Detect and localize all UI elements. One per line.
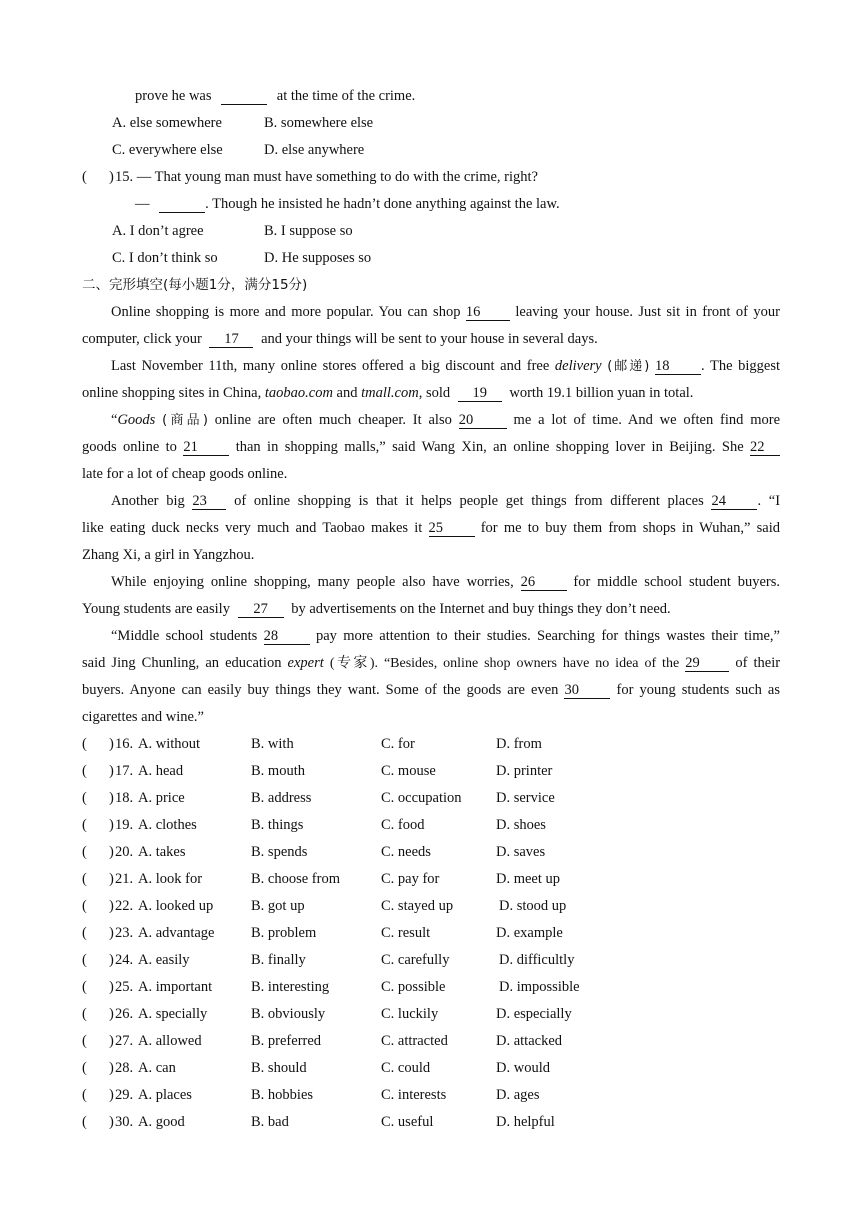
q17-option-a[interactable]: A. head <box>138 763 184 779</box>
q15-option-a[interactable]: A. I don’t agree <box>112 223 204 239</box>
q14-option-d[interactable]: D. else anywhere <box>264 142 365 158</box>
question-number-22: 22. <box>115 898 134 914</box>
answer-paren-open: ( <box>82 1060 87 1076</box>
q30-option-b[interactable]: B. bad <box>251 1114 289 1130</box>
answer-paren-close: ) <box>109 898 114 914</box>
q22-option-d[interactable]: D. stood up <box>499 898 567 914</box>
passage-p1-line2: computer, click your 17 and your things will be sent to your house in several days. <box>82 331 598 347</box>
q27-option-b[interactable]: B. preferred <box>251 1033 322 1049</box>
answer-paren-open: ( <box>82 952 87 968</box>
q25-option-c[interactable]: C. possible <box>381 979 446 995</box>
question-number-18: 18. <box>115 790 134 806</box>
passage-p4-line2: like eating duck necks very much and Taobao makes it 25 for me to buy them from shops in Wuhan,” said <box>82 520 780 536</box>
q14-text-pre: prove he was <box>135 88 212 104</box>
answer-slot-19[interactable] <box>92 816 108 834</box>
q15-option-b[interactable]: B. I suppose so <box>264 223 353 239</box>
q22-option-b[interactable]: B. got up <box>251 898 305 914</box>
passage-p3-line2: goods online to 21 than in shopping malls,” said Wang Xin, an online shopping lover in Beijing. She 22 <box>82 438 780 456</box>
passage-p6-line3: buyers. Anyone can easily buy things they want. Some of the goods are even 30 for young students such as <box>82 682 780 698</box>
blank-18[interactable]: 18 <box>655 359 701 375</box>
q26-option-b[interactable]: B. obviously <box>251 1006 326 1022</box>
answer-paren-open: ( <box>82 925 87 941</box>
passage-p6-line2: said Jing Chunling, an education expert (专家). “Besides, online shop owners have no idea of the 29 of their <box>82 655 780 671</box>
word-delivery: delivery <box>554 358 602 374</box>
q26-option-a[interactable]: A. specially <box>138 1006 208 1022</box>
answer-paren-close: ) <box>109 790 114 806</box>
answer-slot-26[interactable] <box>92 1005 108 1023</box>
word-expert: expert <box>287 655 324 671</box>
q28-option-b[interactable]: B. should <box>251 1060 307 1076</box>
answer-slot-20[interactable] <box>92 843 108 861</box>
answer-slot-30[interactable] <box>92 1113 108 1131</box>
answer-slot-23[interactable] <box>92 924 108 942</box>
answer-paren-open: ( <box>82 844 87 860</box>
q27-option-d[interactable]: D. attacked <box>496 1033 563 1049</box>
section-heading: 二、完形填空(每小题1分，满分15分) <box>82 277 308 293</box>
question-number-19: 19. <box>115 817 134 833</box>
answer-paren-open: ( <box>82 763 87 779</box>
answer-paren-open: ( <box>82 1033 87 1049</box>
question-number-27: 27. <box>115 1033 134 1049</box>
blank-29[interactable]: 29 <box>685 656 729 672</box>
passage-p1-line1: Online shopping is more and more popular. You can shop 16 leaving your house. Just sit in front of your <box>111 304 780 320</box>
blank-19[interactable]: 19 <box>458 386 502 402</box>
passage-p6-line1: “Middle school students 28 pay more attention to their studies. Searching for things wastes their time,” <box>111 628 780 644</box>
q14-option-a[interactable]: A. else somewhere <box>112 115 222 131</box>
answer-paren-open: ( <box>82 1114 87 1130</box>
q20-option-c[interactable]: C. needs <box>381 844 431 860</box>
answer-paren-close: ) <box>109 871 114 887</box>
word-goods: Goods <box>117 412 156 428</box>
q28-option-d[interactable]: D. would <box>496 1060 550 1076</box>
q24-option-a[interactable]: A. easily <box>138 952 190 968</box>
answer-slot-18[interactable] <box>92 789 108 807</box>
q20-option-a[interactable]: A. takes <box>138 844 186 860</box>
question-number-28: 28. <box>115 1060 134 1076</box>
question-number-25: 25. <box>115 979 134 995</box>
q25-option-b[interactable]: B. interesting <box>251 979 330 995</box>
q29-option-c[interactable]: C. interests <box>381 1087 447 1103</box>
answer-paren-close: ) <box>109 844 114 860</box>
q22-option-c[interactable]: C. stayed up <box>381 898 454 914</box>
answer-paren-open: ( <box>82 979 87 995</box>
q15-blank[interactable] <box>159 197 205 213</box>
blank-25[interactable]: 25 <box>429 521 475 537</box>
answer-slot-24[interactable] <box>92 951 108 969</box>
q29-option-a[interactable]: A. places <box>138 1087 192 1103</box>
q29-option-b[interactable]: B. hobbies <box>251 1087 314 1103</box>
answer-slot-27[interactable] <box>92 1032 108 1050</box>
question-number-29: 29. <box>115 1087 134 1103</box>
blank-20[interactable]: 20 <box>459 413 507 429</box>
blank-30[interactable]: 30 <box>564 683 610 699</box>
site-taobao: taobao.com <box>264 385 333 401</box>
answer-paren-open: ( <box>82 1087 87 1103</box>
answer-paren-open: ( <box>82 871 87 887</box>
answer-paren-close: ) <box>109 817 114 833</box>
blank-26[interactable]: 26 <box>521 575 567 591</box>
answer-paren-close: ) <box>109 736 114 752</box>
passage-p2-line2: online shopping sites in China, taobao.com and tmall.com, sold 19 worth 19.1 billion yuan in total. <box>82 385 694 401</box>
answer-slot-16[interactable] <box>92 735 108 753</box>
question-number-17: 17. <box>115 763 134 779</box>
q21-option-a[interactable]: A. look for <box>138 871 203 887</box>
q15-answer-paren-close: ) <box>109 169 114 185</box>
q15-dash: — <box>135 196 150 212</box>
passage-p4-line1: Another big 23 of online shopping is that it helps people get things from different places 24 . “I <box>111 493 780 509</box>
q15-option-c[interactable]: C. I don’t think so <box>112 250 218 266</box>
q19-option-a[interactable]: A. clothes <box>138 817 197 833</box>
blank-23[interactable]: 23 <box>192 494 226 510</box>
answer-slot-17[interactable] <box>92 762 108 780</box>
blank-17[interactable]: 17 <box>209 332 253 348</box>
question-number-24: 24. <box>115 952 134 968</box>
q23-option-b[interactable]: B. problem <box>251 925 317 941</box>
q30-option-d[interactable]: D. helpful <box>496 1114 555 1130</box>
passage-p5-line1: While enjoying online shopping, many people also have worries, 26 for middle school student buyers. <box>111 574 780 590</box>
question-number-30: 30. <box>115 1114 134 1130</box>
q19-option-c[interactable]: C. food <box>381 817 425 833</box>
question-number-26: 26. <box>115 1006 134 1022</box>
passage-p5-line2: Young students are easily 27 by advertisements on the Internet and buy things they don’t need. <box>82 601 671 617</box>
blank-21[interactable]: 21 <box>183 440 229 456</box>
q21-option-d[interactable]: D. meet up <box>496 871 561 887</box>
q18-option-a[interactable]: A. price <box>138 790 185 806</box>
answer-paren-close: ) <box>109 979 114 995</box>
q29-option-d[interactable]: D. ages <box>496 1087 540 1103</box>
q14-stem-continuation <box>135 87 415 105</box>
q18-option-b[interactable]: B. address <box>251 790 312 806</box>
q15-response <box>135 195 560 213</box>
q14-blank[interactable] <box>221 89 267 105</box>
answer-paren-close: ) <box>109 952 114 968</box>
q20-option-d[interactable]: D. saves <box>496 844 546 860</box>
question-number-16: 16. <box>115 736 134 752</box>
blank-22[interactable]: 22 <box>750 440 780 456</box>
q17-option-d[interactable]: D. printer <box>496 763 553 779</box>
q17-option-b[interactable]: B. mouth <box>251 763 305 779</box>
answer-slot-21[interactable] <box>92 870 108 888</box>
q19-option-b[interactable]: B. things <box>251 817 304 833</box>
answer-paren-open: ( <box>82 817 87 833</box>
q24-option-d[interactable]: D. difficultly <box>499 952 575 968</box>
answer-paren-open: ( <box>82 736 87 752</box>
q16-option-c[interactable]: C. for <box>381 736 415 752</box>
question-number-21: 21. <box>115 871 134 887</box>
answer-paren-open: ( <box>82 898 87 914</box>
q24-option-b[interactable]: B. finally <box>251 952 306 968</box>
passage-p2-line1: Last November 11th, many online stores offered a big discount and free delivery (邮递) 18 . The biggest <box>111 358 780 374</box>
q14-option-c[interactable]: C. everywhere else <box>112 142 223 158</box>
answer-slot-28[interactable] <box>92 1059 108 1077</box>
q21-option-b[interactable]: B. choose from <box>251 871 340 887</box>
blank-28[interactable]: 28 <box>264 629 310 645</box>
answer-slot-25[interactable] <box>92 978 108 996</box>
blank-27[interactable]: 27 <box>238 602 284 618</box>
q27-option-a[interactable]: A. allowed <box>138 1033 202 1049</box>
q23-option-a[interactable]: A. advantage <box>138 925 215 941</box>
passage-p6-line4: cigarettes and wine.” <box>82 709 204 725</box>
q15-text-post: . Though he insisted he hadn’t done anything against the law. <box>205 196 560 212</box>
answer-paren-close: ) <box>109 1033 114 1049</box>
passage-p3-line1: “Goods (商品) online are often much cheaper. It also 20 me a lot of time. And we often find more <box>111 412 780 428</box>
passage-p4-line3: Zhang Xi, a girl in Yangzhou. <box>82 547 255 563</box>
q23-option-d[interactable]: D. example <box>496 925 563 941</box>
q16-option-b[interactable]: B. with <box>251 736 294 752</box>
q15-option-d[interactable]: D. He supposes so <box>264 250 372 266</box>
q14-option-b[interactable]: B. somewhere else <box>264 115 374 131</box>
answer-paren-open: ( <box>82 1006 87 1022</box>
blank-24[interactable]: 24 <box>711 494 757 510</box>
blank-16[interactable]: 16 <box>466 305 510 321</box>
answer-slot-29[interactable] <box>92 1086 108 1104</box>
passage-p3-line3: late for a lot of cheap goods online. <box>82 466 288 482</box>
q25-option-a[interactable]: A. important <box>138 979 213 995</box>
question-number-23: 23. <box>115 925 134 941</box>
q30-option-c[interactable]: C. useful <box>381 1114 434 1130</box>
q26-option-c[interactable]: C. luckily <box>381 1006 439 1022</box>
q16-option-d[interactable]: D. from <box>496 736 542 752</box>
q15-answer-paren-open: ( <box>82 169 87 185</box>
q27-option-c[interactable]: C. attracted <box>381 1033 448 1049</box>
answer-slot-22[interactable] <box>92 897 108 915</box>
q14-text-post: at the time of the crime. <box>276 88 416 104</box>
q30-option-a[interactable]: A. good <box>138 1114 185 1130</box>
q16-option-a[interactable]: A. without <box>138 736 201 752</box>
answer-paren-open: ( <box>82 790 87 806</box>
q25-option-d[interactable]: D. impossible <box>499 979 580 995</box>
q20-option-b[interactable]: B. spends <box>251 844 308 860</box>
q15-stem: 15. — That young man must have something to do with the crime, right? <box>115 169 538 185</box>
q18-option-d[interactable]: D. service <box>496 790 555 806</box>
q24-option-c[interactable]: C. carefully <box>381 952 450 968</box>
question-number-20: 20. <box>115 844 134 860</box>
answer-paren-close: ) <box>109 1006 114 1022</box>
q23-option-c[interactable]: C. result <box>381 925 431 941</box>
q17-option-c[interactable]: C. mouse <box>381 763 436 779</box>
site-tmall: tmall.com <box>361 385 419 401</box>
q21-option-c[interactable]: C. pay for <box>381 871 440 887</box>
q18-option-c[interactable]: C. occupation <box>381 790 462 806</box>
q28-option-a[interactable]: A. can <box>138 1060 176 1076</box>
q19-option-d[interactable]: D. shoes <box>496 817 546 833</box>
answer-paren-close: ) <box>109 1114 114 1130</box>
answer-paren-close: ) <box>109 1087 114 1103</box>
answer-paren-close: ) <box>109 763 114 779</box>
q26-option-d[interactable]: D. especially <box>496 1006 572 1022</box>
q22-option-a[interactable]: A. looked up <box>138 898 214 914</box>
answer-paren-close: ) <box>109 1060 114 1076</box>
answer-paren-close: ) <box>109 925 114 941</box>
q28-option-c[interactable]: C. could <box>381 1060 431 1076</box>
